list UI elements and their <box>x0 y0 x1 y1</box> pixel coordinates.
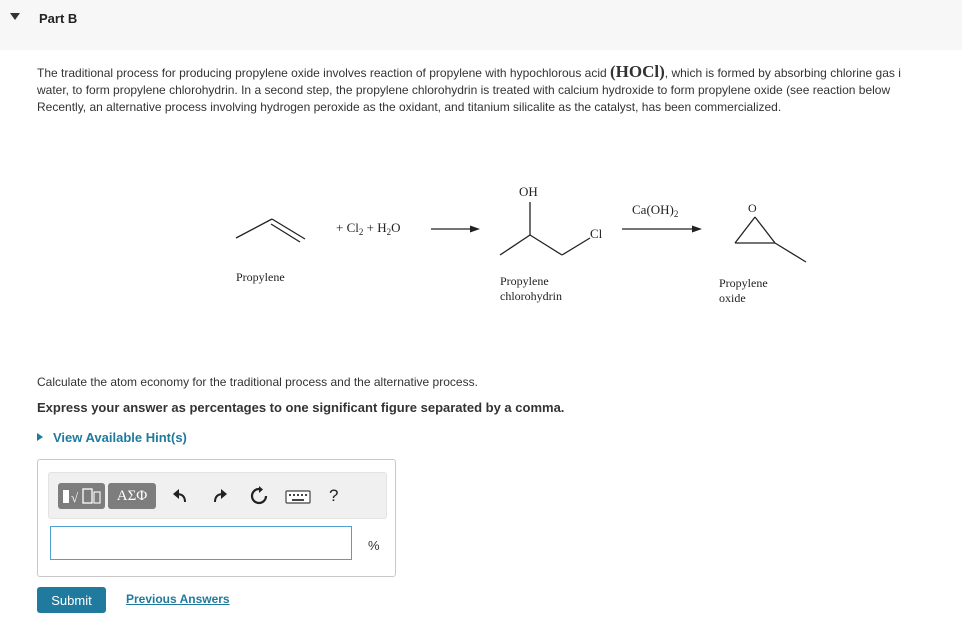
oxygen-label: O <box>748 201 757 215</box>
part-header[interactable] <box>0 0 962 50</box>
oxide-label-line-1: Propylene <box>719 276 768 290</box>
redo-icon[interactable] <box>209 485 231 507</box>
intro-text: The traditional process for producing propylene oxide involves reaction of propylene with hypochlorous acid <box>37 66 610 80</box>
answer-panel <box>37 459 396 577</box>
intro-line-1 <box>37 63 962 82</box>
templates-icon <box>58 483 105 509</box>
hints-label: View Available Hint(s) <box>53 430 187 445</box>
cl-label: Cl <box>590 226 603 241</box>
chlorohydrin-label-line-2: chlorohydrin <box>500 289 562 303</box>
expand-caret-icon <box>37 433 43 441</box>
intro-text: , which is formed by absorbing chlorine gas i <box>664 66 901 80</box>
intro-paragraph <box>37 63 962 116</box>
propylene-oxide-structure <box>735 217 806 262</box>
oh-label: OH <box>519 184 538 199</box>
answer-input[interactable] <box>50 526 352 560</box>
submit-button[interactable]: Submit <box>37 587 106 613</box>
reaction-arrow-1 <box>431 226 480 233</box>
keyboard-icon[interactable] <box>285 485 311 507</box>
base-reagent: $Ca(OH)_2$ <box>632 202 679 219</box>
undo-icon[interactable] <box>169 485 191 507</box>
chlorohydrin-label-line-1: Propylene <box>500 274 549 288</box>
unit-label: % <box>368 538 380 553</box>
reset-icon[interactable] <box>248 485 270 507</box>
svg-text:√: √ <box>71 490 79 505</box>
math-toolbar <box>48 472 387 519</box>
question-prompt: Calculate the atom economy for the traditional process and the alternative process. <box>37 375 478 389</box>
propylene-label: Propylene <box>236 270 285 284</box>
collapse-caret-icon[interactable] <box>10 13 20 20</box>
hocl-formula: (HOCl) <box>610 63 665 81</box>
templates-button[interactable] <box>58 483 105 509</box>
view-hints-link[interactable] <box>37 430 187 445</box>
answer-instruction: Express your answer as percentages to one significant figure separated by a comma. <box>37 400 565 415</box>
help-button[interactable]: ? <box>329 486 339 505</box>
reaction-scheme <box>0 170 962 320</box>
reagents-text: + $Cl_2 + H_2O$ <box>336 220 401 237</box>
chlorohydrin-structure <box>500 202 590 255</box>
propylene-structure <box>236 219 305 242</box>
intro-line-3: Recently, an alternative process involving hydrogen peroxide as the oxidant, and titanium silicalite as the catalyst, has been commercialized. <box>37 100 782 114</box>
intro-line-2: water, to form propylene chlorohydrin. In a second step, the propylene chlorohydrin is treated with calcium hydroxide to form propylene oxide (see reaction below <box>37 83 891 97</box>
symbols-button[interactable]: ΑΣΦ <box>108 483 156 509</box>
previous-answers-link[interactable]: Previous Answers <box>126 592 230 606</box>
part-title: Part B <box>39 11 78 26</box>
reaction-arrow-2 <box>622 226 702 233</box>
oxide-label-line-2: oxide <box>719 291 746 305</box>
